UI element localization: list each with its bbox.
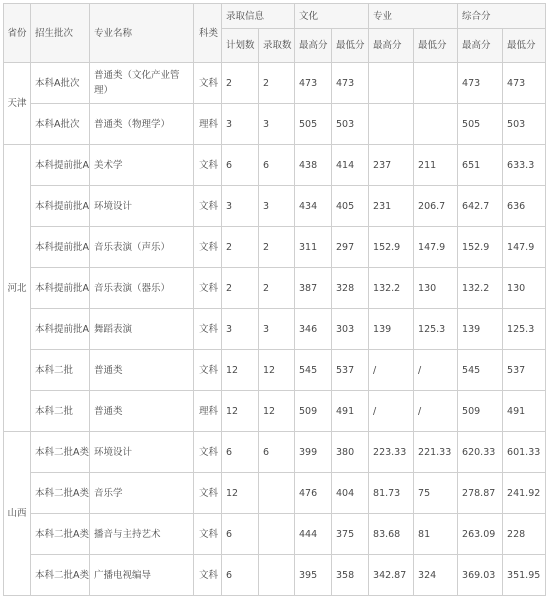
comp-max-cell: 651 <box>458 145 503 186</box>
major-cell: 音乐表演（声乐） <box>90 227 194 268</box>
admitted-cell: 3 <box>259 104 295 145</box>
culture-min-cell: 380 <box>332 432 369 473</box>
category-cell: 文科 <box>194 63 222 104</box>
culture-max-cell: 545 <box>295 350 332 391</box>
comp-max-cell: 263.09 <box>458 514 503 555</box>
culture-max-cell: 395 <box>295 555 332 596</box>
header-province: 省份 <box>4 4 31 63</box>
header-specialty: 专业 <box>369 4 458 29</box>
spec-min-cell: 81 <box>414 514 458 555</box>
admitted-cell: 2 <box>259 63 295 104</box>
plan-cell: 12 <box>222 391 259 432</box>
table-row <box>4 309 546 350</box>
culture-max-cell: 505 <box>295 104 332 145</box>
table-row <box>4 145 546 186</box>
spec-min-cell: / <box>414 350 458 391</box>
comp-max-cell: 505 <box>458 104 503 145</box>
header-culture: 文化 <box>295 4 369 29</box>
culture-min-cell: 404 <box>332 473 369 514</box>
table-row <box>4 186 546 227</box>
major-cell: 环境设计 <box>90 432 194 473</box>
comp-max-cell: 545 <box>458 350 503 391</box>
plan-cell: 6 <box>222 432 259 473</box>
spec-max-cell: 342.87 <box>369 555 414 596</box>
plan-cell: 12 <box>222 350 259 391</box>
comp-max-cell: 132.2 <box>458 268 503 309</box>
culture-min-cell: 375 <box>332 514 369 555</box>
admitted-cell: 12 <box>259 350 295 391</box>
culture-min-cell: 473 <box>332 63 369 104</box>
category-cell: 文科 <box>194 145 222 186</box>
major-cell: 普通类（物理学） <box>90 104 194 145</box>
category-cell: 文科 <box>194 473 222 514</box>
culture-min-cell: 297 <box>332 227 369 268</box>
major-cell: 舞蹈表演 <box>90 309 194 350</box>
spec-max-cell: 81.73 <box>369 473 414 514</box>
header-admitted-count: 录取数 <box>259 29 295 63</box>
culture-min-cell: 503 <box>332 104 369 145</box>
spec-min-cell: / <box>414 391 458 432</box>
header-batch: 招生批次 <box>31 4 90 63</box>
spec-max-cell: 139 <box>369 309 414 350</box>
batch-cell: 本科A批次 <box>31 104 90 145</box>
comp-max-cell: 152.9 <box>458 227 503 268</box>
header-spec-max: 最高分 <box>369 29 414 63</box>
plan-cell: 3 <box>222 186 259 227</box>
spec-min-cell: 324 <box>414 555 458 596</box>
admitted-cell: 2 <box>259 268 295 309</box>
culture-max-cell: 438 <box>295 145 332 186</box>
table-row <box>4 514 546 555</box>
spec-min-cell: 75 <box>414 473 458 514</box>
comp-min-cell: 125.3 <box>503 309 546 350</box>
admitted-cell: 6 <box>259 432 295 473</box>
plan-cell: 2 <box>222 63 259 104</box>
comp-max-cell: 620.33 <box>458 432 503 473</box>
culture-min-cell: 358 <box>332 555 369 596</box>
category-cell: 文科 <box>194 186 222 227</box>
comp-max-cell: 369.03 <box>458 555 503 596</box>
category-cell: 文科 <box>194 514 222 555</box>
header-comp-max: 最高分 <box>458 29 503 63</box>
admitted-cell <box>259 555 295 596</box>
admission-scores-table <box>3 3 546 596</box>
culture-max-cell: 434 <box>295 186 332 227</box>
spec-max-cell: / <box>369 350 414 391</box>
culture-max-cell: 399 <box>295 432 332 473</box>
spec-max-cell: 83.68 <box>369 514 414 555</box>
culture-max-cell: 311 <box>295 227 332 268</box>
spec-min-cell <box>414 104 458 145</box>
comp-min-cell: 241.92 <box>503 473 546 514</box>
comp-min-cell: 601.33 <box>503 432 546 473</box>
batch-cell: 本科二批A类 <box>31 555 90 596</box>
batch-cell: 本科提前批A <box>31 186 90 227</box>
batch-cell: 本科二批 <box>31 391 90 432</box>
comp-min-cell: 351.95 <box>503 555 546 596</box>
comp-min-cell: 503 <box>503 104 546 145</box>
table-row <box>4 350 546 391</box>
admitted-cell: 3 <box>259 186 295 227</box>
admitted-cell: 6 <box>259 145 295 186</box>
header-comp-min: 最低分 <box>503 29 546 63</box>
culture-max-cell: 476 <box>295 473 332 514</box>
category-cell: 文科 <box>194 227 222 268</box>
spec-min-cell: 211 <box>414 145 458 186</box>
comp-max-cell: 642.7 <box>458 186 503 227</box>
category-cell: 理科 <box>194 104 222 145</box>
category-cell: 文科 <box>194 350 222 391</box>
table-body <box>4 63 546 596</box>
batch-cell: 本科二批A类 <box>31 432 90 473</box>
table-row <box>4 432 546 473</box>
table-row <box>4 227 546 268</box>
spec-max-cell <box>369 104 414 145</box>
major-cell: 普通类 <box>90 391 194 432</box>
comp-min-cell: 147.9 <box>503 227 546 268</box>
category-cell: 文科 <box>194 268 222 309</box>
header-composite: 综合分 <box>458 4 546 29</box>
major-cell: 美术学 <box>90 145 194 186</box>
table-row <box>4 268 546 309</box>
header-culture-max: 最高分 <box>295 29 332 63</box>
comp-min-cell: 228 <box>503 514 546 555</box>
batch-cell: 本科A批次 <box>31 63 90 104</box>
plan-cell: 6 <box>222 145 259 186</box>
header-major: 专业名称 <box>90 4 194 63</box>
major-cell: 广播电视编导 <box>90 555 194 596</box>
culture-min-cell: 537 <box>332 350 369 391</box>
comp-min-cell: 130 <box>503 268 546 309</box>
spec-max-cell: 231 <box>369 186 414 227</box>
spec-min-cell: 221.33 <box>414 432 458 473</box>
plan-cell: 6 <box>222 555 259 596</box>
spec-max-cell <box>369 63 414 104</box>
culture-max-cell: 444 <box>295 514 332 555</box>
header-admission-info: 录取信息 <box>222 4 295 29</box>
culture-max-cell: 346 <box>295 309 332 350</box>
comp-min-cell: 636 <box>503 186 546 227</box>
batch-cell: 本科二批 <box>31 350 90 391</box>
comp-max-cell: 509 <box>458 391 503 432</box>
table-row <box>4 63 546 104</box>
spec-max-cell: / <box>369 391 414 432</box>
header-culture-min: 最低分 <box>332 29 369 63</box>
comp-min-cell: 633.3 <box>503 145 546 186</box>
plan-cell: 2 <box>222 227 259 268</box>
table-row <box>4 555 546 596</box>
major-cell: 音乐学 <box>90 473 194 514</box>
comp-max-cell: 139 <box>458 309 503 350</box>
culture-max-cell: 473 <box>295 63 332 104</box>
culture-max-cell: 509 <box>295 391 332 432</box>
culture-min-cell: 405 <box>332 186 369 227</box>
comp-min-cell: 491 <box>503 391 546 432</box>
spec-min-cell: 130 <box>414 268 458 309</box>
comp-min-cell: 473 <box>503 63 546 104</box>
culture-min-cell: 303 <box>332 309 369 350</box>
culture-min-cell: 414 <box>332 145 369 186</box>
comp-min-cell: 537 <box>503 350 546 391</box>
spec-min-cell: 206.7 <box>414 186 458 227</box>
admitted-cell: 2 <box>259 227 295 268</box>
category-cell: 文科 <box>194 309 222 350</box>
plan-cell: 3 <box>222 309 259 350</box>
batch-cell: 本科提前批A <box>31 145 90 186</box>
culture-min-cell: 328 <box>332 268 369 309</box>
spec-max-cell: 237 <box>369 145 414 186</box>
admitted-cell: 12 <box>259 391 295 432</box>
admission-table-wrapper <box>3 3 546 596</box>
plan-cell: 6 <box>222 514 259 555</box>
major-cell: 普通类 <box>90 350 194 391</box>
batch-cell: 本科提前批A <box>31 227 90 268</box>
batch-cell: 本科提前批A <box>31 268 90 309</box>
comp-max-cell: 278.87 <box>458 473 503 514</box>
table-row <box>4 104 546 145</box>
batch-cell: 本科提前批A <box>31 309 90 350</box>
culture-min-cell: 491 <box>332 391 369 432</box>
admitted-cell: 3 <box>259 309 295 350</box>
header-plan-count: 计划数 <box>222 29 259 63</box>
table-row <box>4 391 546 432</box>
plan-cell: 3 <box>222 104 259 145</box>
major-cell: 环境设计 <box>90 186 194 227</box>
header-category: 科类 <box>194 4 222 63</box>
table-header <box>4 4 546 63</box>
spec-max-cell: 152.9 <box>369 227 414 268</box>
admitted-cell <box>259 473 295 514</box>
major-cell: 播音与主持艺术 <box>90 514 194 555</box>
major-cell: 普通类（文化产业管理） <box>90 63 194 104</box>
province-cell: 天津 <box>4 63 31 145</box>
spec-max-cell: 132.2 <box>369 268 414 309</box>
culture-max-cell: 387 <box>295 268 332 309</box>
category-cell: 理科 <box>194 391 222 432</box>
admitted-cell <box>259 514 295 555</box>
spec-min-cell: 125.3 <box>414 309 458 350</box>
category-cell: 文科 <box>194 555 222 596</box>
batch-cell: 本科二批A类 <box>31 473 90 514</box>
plan-cell: 12 <box>222 473 259 514</box>
table-row <box>4 473 546 514</box>
batch-cell: 本科二批A类 <box>31 514 90 555</box>
spec-min-cell <box>414 63 458 104</box>
category-cell: 文科 <box>194 432 222 473</box>
spec-max-cell: 223.33 <box>369 432 414 473</box>
spec-min-cell: 147.9 <box>414 227 458 268</box>
province-cell: 河北 <box>4 145 31 432</box>
header-spec-min: 最低分 <box>414 29 458 63</box>
province-cell: 山西 <box>4 432 31 596</box>
comp-max-cell: 473 <box>458 63 503 104</box>
plan-cell: 2 <box>222 268 259 309</box>
major-cell: 音乐表演（器乐） <box>90 268 194 309</box>
